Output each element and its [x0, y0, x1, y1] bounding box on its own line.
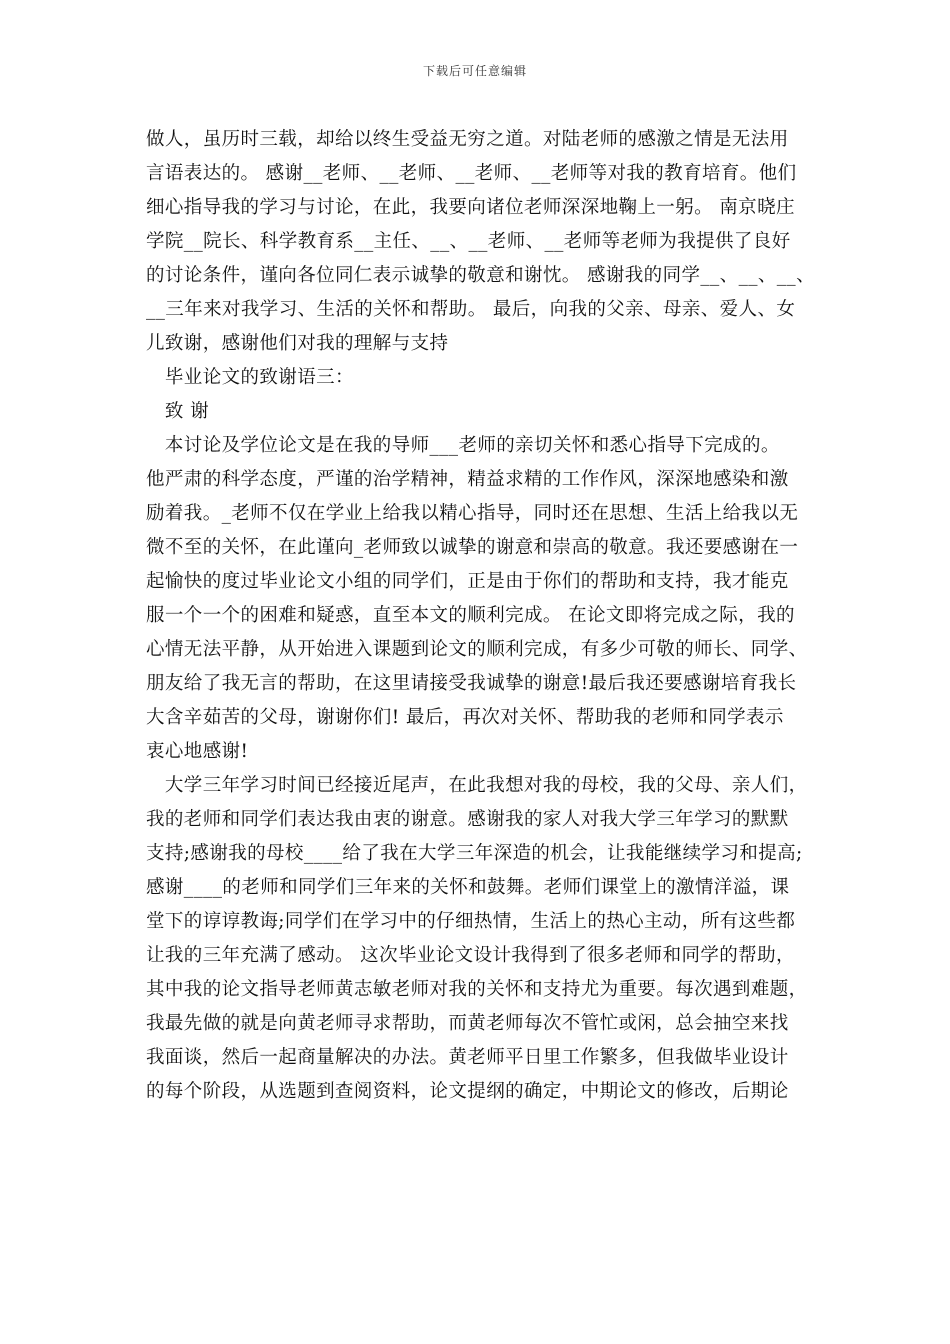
body-line: 让我的三年充满了感动。 这次毕业论文设计我得到了很多老师和同学的帮助，: [146, 945, 795, 966]
body-line: 细心指导我的学习与讨论，在此，我要向诸位老师深深地鞠上一躬。 南京晓庄: [146, 197, 795, 218]
section-title: 致 谢: [146, 401, 209, 422]
body-line: 儿致谢，感谢他们对我的理解与支持: [146, 333, 449, 354]
body-line: 的每个阶段，从选题到查阅资料，论文提纲的确定，中期论文的修改，后期论: [146, 1081, 789, 1102]
body-line: 衷心地感谢!: [146, 741, 249, 762]
body-line: 我面谈，然后一起商量解决的办法。黄老师平日里工作繁多，但我做毕业设计: [146, 1047, 789, 1068]
body-line: 感谢____的老师和同学们三年来的关怀和鼓舞。老师们课堂上的激情洋溢，课: [146, 877, 790, 898]
body-line: 他严肃的科学态度，严谨的治学精神，精益求精的工作作风，深深地感染和激: [146, 469, 789, 490]
body-line: 我最先做的就是向黄老师寻求帮助，而黄老师每次不管忙或闲，总会抽空来找: [146, 1013, 789, 1034]
body-line: 学院__院长、科学教育系__主任、__、__老师、__老师等老师为我提供了良好: [146, 231, 791, 252]
body-line: 大学三年学习时间已经接近尾声，在此我想对我的母校，我的父母、亲人们，: [146, 775, 808, 796]
body-line: 言语表达的。 感谢__老师、__老师、__老师、__老师等对我的教育培育。他们: [146, 163, 797, 184]
page-header: 下载后可任意编辑: [422, 64, 527, 78]
body-line: 服一个一个的困难和疑惑，直至本文的顺利完成。 在论文即将完成之际，我的: [146, 605, 795, 626]
body-line: 堂下的谆谆教诲;同学们在学习中的仔细热情，生活上的热心主动，所有这些都: [146, 911, 796, 932]
body-line: 的讨论条件，谨向各位同仁表示诚挚的敬意和谢忱。 感谢我的同学__、__、__、: [146, 265, 815, 286]
body-line: 微不至的关怀，在此谨向_老师致以诚挚的谢意和崇高的敬意。我还要感谢在一: [146, 537, 799, 558]
body-line: 我的老师和同学们表达我由衷的谢意。感谢我的家人对我大学三年学习的默默: [146, 809, 789, 830]
body-line: 做人，虽历时三载，却给以终生受益无穷之道。对陆老师的感激之情是无法用: [146, 129, 789, 150]
body-line: 起愉快的度过毕业论文小组的同学们，正是由于你们的帮助和支持，我才能克: [146, 571, 789, 592]
body-line: 朋友给了我无言的帮助，在这里请接受我诚挚的谢意!最后我还要感谢培育我长: [146, 673, 797, 694]
body-line: 本讨论及学位论文是在我的导师___老师的亲切关怀和悉心指导下完成的。: [146, 435, 780, 456]
body-line: __三年来对我学习、生活的关怀和帮助。 最后，向我的父亲、母亲、爱人、女: [146, 299, 796, 320]
body-line: 心情无法平静，从开始进入课题到论文的顺利完成，有多少可敬的师长、同学、: [146, 639, 808, 660]
section-heading: 毕业论文的致谢语三：: [146, 367, 354, 388]
body-line: 大含辛茹苦的父母，谢谢你们! 最后，再次对关怀、帮助我的老师和同学表示: [146, 707, 784, 728]
body-line: 励着我。_老师不仅在学业上给我以精心指导，同时还在思想、生活上给我以无: [146, 503, 799, 524]
body-line: 其中我的论文指导老师黄志敏老师对我的关怀和支持尤为重要。每次遇到难题，: [146, 979, 808, 1000]
body-line: 支持;感谢我的母校____给了我在大学三年深造的机会，让我能继续学习和提高;: [146, 843, 803, 864]
